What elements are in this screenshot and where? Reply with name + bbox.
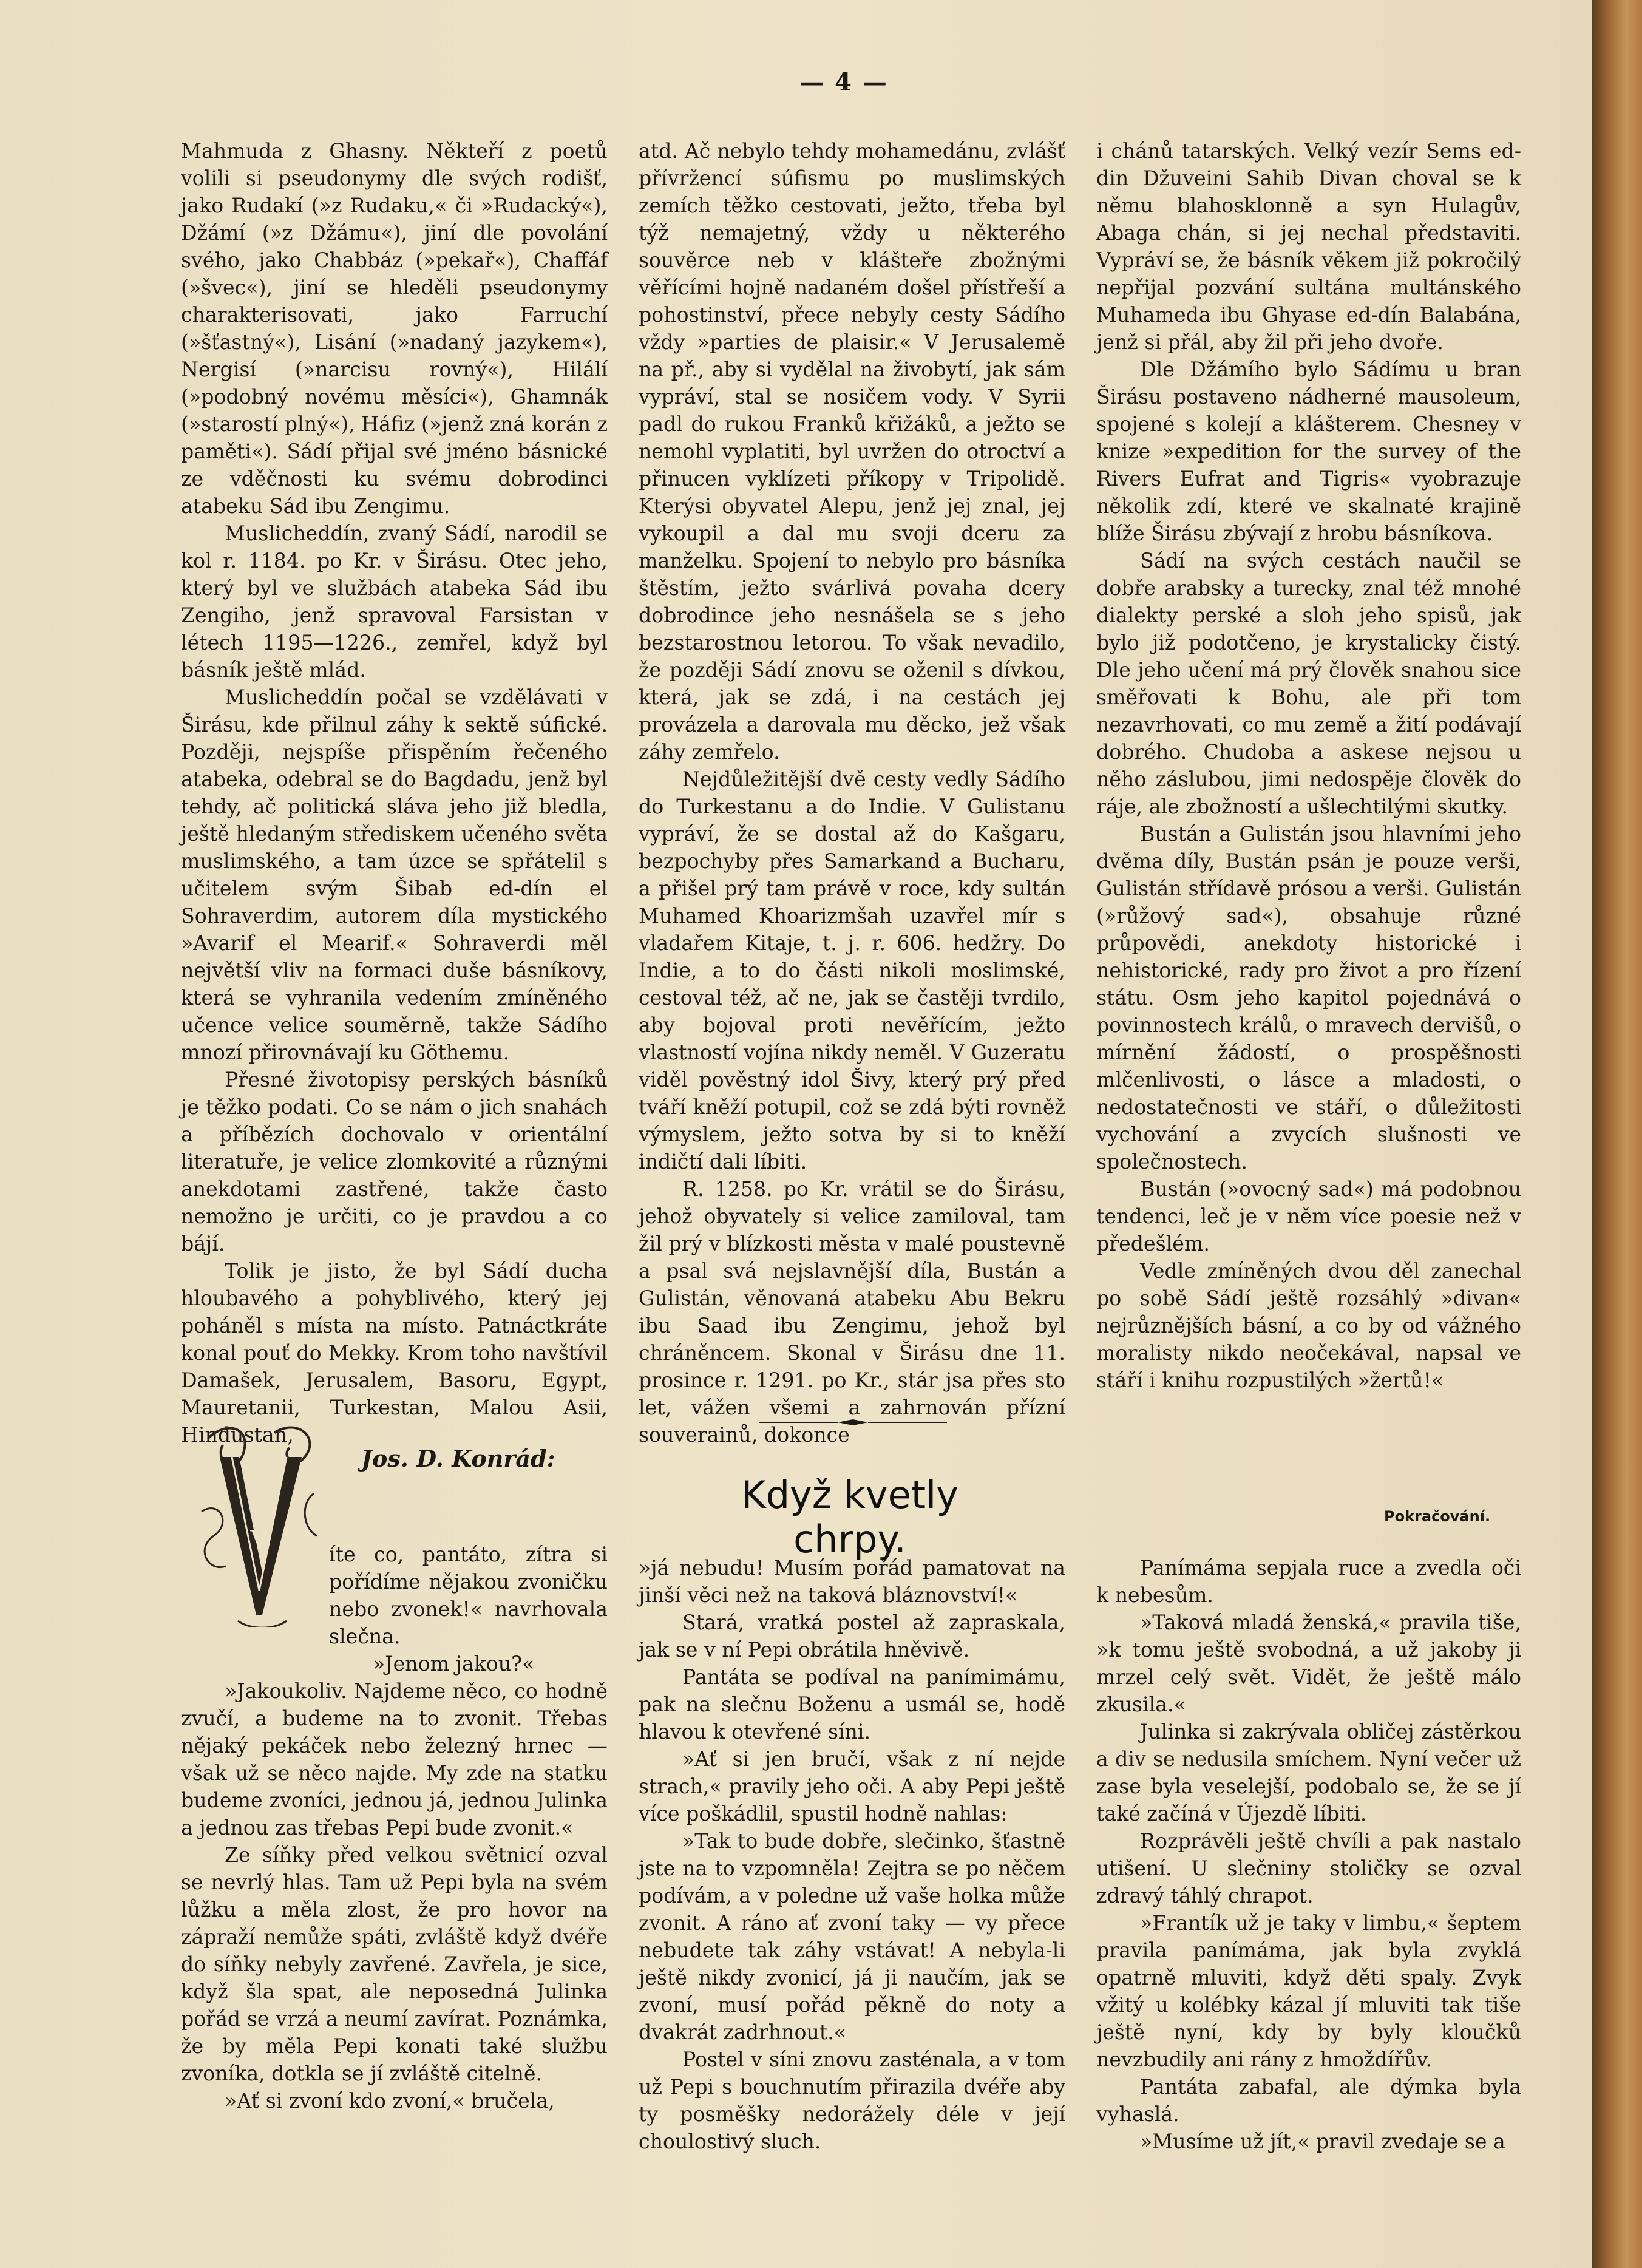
drop-cap-letter: V — [250, 1526, 268, 1554]
essay-column-1 — [181, 137, 608, 1448]
page-number: — 4 — — [799, 68, 888, 97]
paragraph: Julinka si zakrývala obličej zástěrkou a div se nedusila smíchem. Nyní večer už zase byla veselejší, podobalo se, že se jí také začíná v Újezdě líbiti. — [1096, 1720, 1521, 1825]
paragraph: »Frantík už je taky v limbu,« šeptem pravila panímáma, jak byla zvyklá opatrně mluviti, když děti spaly. Zvyk vžitý u kolébky kázal jí mluviti tak tiše ještě nyní, kdy by byly kloučků nevzbudily ani rány z hmoždířův. — [1096, 1911, 1521, 2071]
essay-column-2 — [639, 137, 1065, 1448]
paragraph: Pantáta zabafal, ale dýmka byla vyhaslá. — [1096, 2075, 1521, 2126]
paragraph: íte co, pantáto, zítra si pořídíme nějakou zvoničku nebo zvonek!« navrhovala slečna. — [329, 1543, 608, 1648]
essay-column-3 — [1096, 137, 1521, 1394]
story-column-3 — [1096, 1554, 1521, 2155]
paragraph: »Ať si zvoní kdo zvoní,« bručela, — [225, 2089, 555, 2113]
story-column-2 — [639, 1554, 1065, 2155]
paragraph: Muslicheddín počal se vzdělávati v Širásu, kde přilnul záhy k sektě súfické. Později, nejspíše přispěním řečeného atabeka, odebral se do Bagdadu, jenž byl tehdy, ač politická sláva jeho již bledla, ještě hledaným střediskem učeného světa muslimského, a tam úzce se spřátelil s učitelem svým Šibab ed-dín el Sohraverdim, autorem díla mystického »Avarif el Mearif.« Sohraverdi měl největší vliv na formaci duše básníkovy, která se vyhranila vedením zmíněného učence velice souměrně, takže Sádího mnozí přirovnávají ku Göthemu. — [181, 685, 608, 1064]
paragraph: Sádí na svých cestách naučil se dobře arabsky a turecky, znal též mnohé dialekty perské a sloh jeho spisů, jak bylo již podotčeno, je krystalicky čistý. Dle jeho učení má prý člověk snahou sice směřovati k Bohu, ale při tom nezavrhovati, co mu země a žití podávají dobrého. Chudoba a askese nejsou u něho záslubou, jimi nedospěje člověk do ráje, ale zbožností a ušlechtilými skutky. — [1096, 549, 1521, 818]
paragraph: atd. Ač nebylo tehdy mohamedánu, zvlášť přívržencí súfismu po muslimských zemích těžko cestovati, ježto, třeba byl týž nemajetný, vždy u některého souvěrce neb v klášteře zbožnými věřícími hojně nadaném došel přístřeší a pohostinství, přece nebyly cesty Sádího vždy »parties de plaisir.« V Jerusalemě na př., aby si vydělal na živobytí, jak sám vypráví, stal se nosičem vody. V Syrii padl do rukou Franků křižáků, a ježto se nemohl vyplatiti, byl uvržen do otroctví a přinucen vykl​ízeti příkopy v Tripolidě. Kterýsi obyvatel Alepu, jenž jej znal, jej vykoupil a dal mu svoji dceru za manželku. Spojení to nebylo pro básníka štěstím, ježto svárlivá povaha dcery dobrodince jeho nesnášela se s jeho bezstarostnou letorou. To však nevadilo, že později Sádí znovu se oženil s dívkou, která, jak se zdá, i na cestách jej provázela a darovala mu děcko, jež však záhy zemřelo. — [639, 139, 1065, 764]
paragraph: »Taková mladá ženská,« pravila tiše, »k tomu ještě svobodná, a už jakoby ji mrzel celý svět. Vidět, že ještě málo zkusila.« — [1096, 1611, 1521, 1716]
paragraph: R. 1258. po Kr. vrátil se do Širásu, jehož obyvately si velice zamiloval, tam žil prý v blízkosti města v malé poustevně a psal svá nejslavnější díla, Bustán a Gulistán, věnovaná atabeku Abu Bekru ibu Saad ibu Zengimu, jehož byl chráněncem. Skonal v Širásu dne 11. prosince r. 1291. po Kr., stár jsa přes sto let, vážen všemi a zahrnován přízní souverainů, dokonce — [639, 1177, 1065, 1447]
paragraph: Tolik je jisto, že byl Sádí ducha hloubavého a pohyblivého, který jej poháněl s místa na místo. Patnáctkráte konal pouť do Mekky. Krom toho navštívil Damašek, Jerusalem, Basoru, Egypt, Mauretanii, Turkestan, Malou Asii, Hindustan, — [181, 1259, 608, 1447]
paragraph: Panímáma sepjala ruce a zvedla oči k nebesům. — [1096, 1556, 1521, 1607]
paragraph: Muslicheddín, zvaný Sádí, narodil se kol r. 1184. po Kr. v Širásu. Otec jeho, který byl ve službách atabeka Sád ibu Zengiho, jenž spravoval Farsistan v létech 1195—1226., zemřel, když byl básník ještě mlád. — [181, 521, 608, 682]
story-column-1 — [181, 1541, 608, 2114]
paragraph: Bustán (»ovocný sad«) má podobnou tendenci, leč je v něm více poesie než v předešlém. — [1096, 1177, 1521, 1255]
paragraph: Pantáta se podíval na panímimámu, pak na slečnu Boženu a usmál se, hodě hlavou k otevřené síni. — [639, 1665, 1065, 1743]
paragraph: »Tak to bude dobře, slečinko, šťastně jste na to vzpomněla! Zejtra se po něčem podívám, a v poledne už vaše holka může zvonit. A ráno ať zvoní taky — vy přece nebudete tak záhy vstávat! A nebyla-li ještě nikdy zvonicí, já ji naučím, jak se zvoní, musí pořád pěkně do noty a dvakrát zadrhnout.« — [639, 1829, 1065, 2044]
story-author: Jos. D. Konrád: — [361, 1445, 555, 1472]
paragraph: Vedle zmíněných dvou děl zanechal po sobě Sádí ještě rozsáhlý »divan« nejrůznějších básní, a co by od vážného moralisty nikdo neočekával, napsal ve stáří i knihu rozpustilých »žertů!« — [1096, 1259, 1521, 1392]
paragraph: Ze síňky před velkou světnicí ozval se nevrlý hlas. Tam už Pepi byla na svém lůžku a měla zlost, že pro hovor na zápraží nemůže spáti, zvláště když dvéře do síňky nebyly zavřené. Zavřela, je sice, když šla spat, ale neposedná Julinka pořád se vrzá a neumí zavírat. Poznámka, že by měla Pepi konati také službu zvoníka, dotkla se jí zvláště citelně. — [181, 1843, 608, 2085]
paragraph: i chánů tatarských. Velký vezír Sems ed-din Džuveini Sahib Divan choval se k němu blahosklonně a syn Hulagův, Abaga chán, si jej nechal představiti. Vypráví se, že básník věkem již pokročilý nepřijal pozvání sultána multánského Muhameda ibu Ghyase ed-dín Balabána, jenž si přál, aby žil při jeho dvoře. — [1096, 139, 1521, 354]
paragraph: »já nebudu! Musím pořád pamatovat na jinší věci než na taková bláznovství!« — [639, 1556, 1065, 1607]
continued-label: Pokračování. — [1384, 1508, 1491, 1525]
paragraph: »Ať si jen bručí, však z ní nejde strach,« pravily jeho oči. A aby Pepi ještě více poškádlil, spustil hodně nahlas: — [639, 1747, 1065, 1825]
paragraph: »Musíme už jít,« pravil zvedaje se a — [1140, 2130, 1505, 2153]
paragraph: »Jakoukoliv. Najdeme něco, co hodně zvučí, a budeme na to zvonit. Třebas nějaký pekáček nebo železný hrnec — však už se něco najde. My zde na statku budeme zvoníci, jednou já, jednou Julinka a jednou zas třebas Pepi bude zvonit.« — [181, 1679, 608, 1839]
section-divider — [759, 1419, 947, 1426]
paragraph: Postel v síni znovu zasténala, a v tom už Pepi s bouchnutím přirazila dvéře aby ty posměšky nedorážely déle v její choulostivý sluch. — [639, 2048, 1065, 2153]
paragraph: »Jenom jakou?« — [373, 1652, 535, 1676]
paragraph: Přesné životopisy perských básníků je těžko podati. Co se nám o jich snahách a příbězích dochovalo v orientální literatuře, je velice zlomkovité a různými anekdotami zastřené, takže často nemožno je určiti, co je pravdou a co bájí. — [181, 1068, 608, 1255]
story-title: Když kvetly chrpy. — [741, 1473, 958, 1561]
paragraph: Rozprávěli ještě chvíli a pak nastalo utišení. U slečniny stoličky se ozval zdravý táhlý chrapot. — [1096, 1829, 1521, 1907]
paragraph: Mahmuda z Ghasny. Někteří z poetů volili si pseudonymy dle svých rodišť, jako Rudakí (»z Rudaku,« či »Rudacký«), Džámí (»z Džámu«), jiní dle povolání svého, jako Chabbáz (»pekař«), Chaffáf (»švec«), jiní se hleděli pseudonymy charakterisovati, jako Farruchí (»šťastný«), Lisání (»nadaný jazykem«), Nergisí (»narcisu rovný«), Hilálí (»podobný novému měsíci«), Ghamnák (»starostí plný«), Háfiz (»jenž zná korán z paměti«). Sádí přijal své jméno básnické ze vděčnosti ku svému dobrodinci atabeku Sád ibu Zengimu. — [181, 139, 608, 518]
book-binding-edge — [1592, 0, 1642, 2268]
paragraph: Nejdůležitější dvě cesty vedly Sádího do Turkestanu a do Indie. V Gulistanu vypráví, že se dostal až do Kašgaru, bezpochyby přes Samarkand a Bucharu, a přišel prý tam právě v roce, kdy sultán Muhamed Khoarizmšah uzavřel mír s vladařem Kitaje, t. j. r. 606. hedžry. Do Indie, a to do části nikoli moslimské, cestoval též, ač ne, jak se častěji tvrdilo, aby bojoval proti nevěřícím, ježto vlastností vojína nikdy neměl. V Guzeratu viděl pověstný idol Šivy, který prý před tváří kněží potupil, což se zdá býti rovněž výmyslem, ježto sotva by si to kněží indičtí dali líbiti. — [639, 767, 1065, 1173]
paragraph: Dle Džámího bylo Sádímu u bran Širásu postaveno nádherné mausoleum, spojené s kolejí a klášterem. Chesney v knize »expedition for the survey of the Rivers Eufrat and Tigris« vyobrazuje několik zdí, které ve skalnaté krajině blíže Širásu zbývají z hrobu básníkova. — [1096, 358, 1521, 545]
paragraph: Bustán a Gulistán jsou hlavními jeho dvěma díly, Bustán psán je pouze verši, Gulistán střídavě prósou a verši. Gulistán (»růžový sad«), obsahuje různé průpovědi, anekdoty historické i nehistorické, rady pro život a pro řízení státu. Osm jeho kapitol pojednává o povinnostech králů, o mravech dervišů, o mírnění žádostí, o prospěšnosti mlčenlivosti, o lásce a mladosti, o nedostatečnosti ve stáří, o důležitosti vychování a zvycích slušnosti ve společnostech. — [1096, 822, 1521, 1173]
paragraph: Stará, vratká postel až zapraskala, jak se v ní Pepi obrátila hněvivě. — [639, 1611, 1065, 1662]
